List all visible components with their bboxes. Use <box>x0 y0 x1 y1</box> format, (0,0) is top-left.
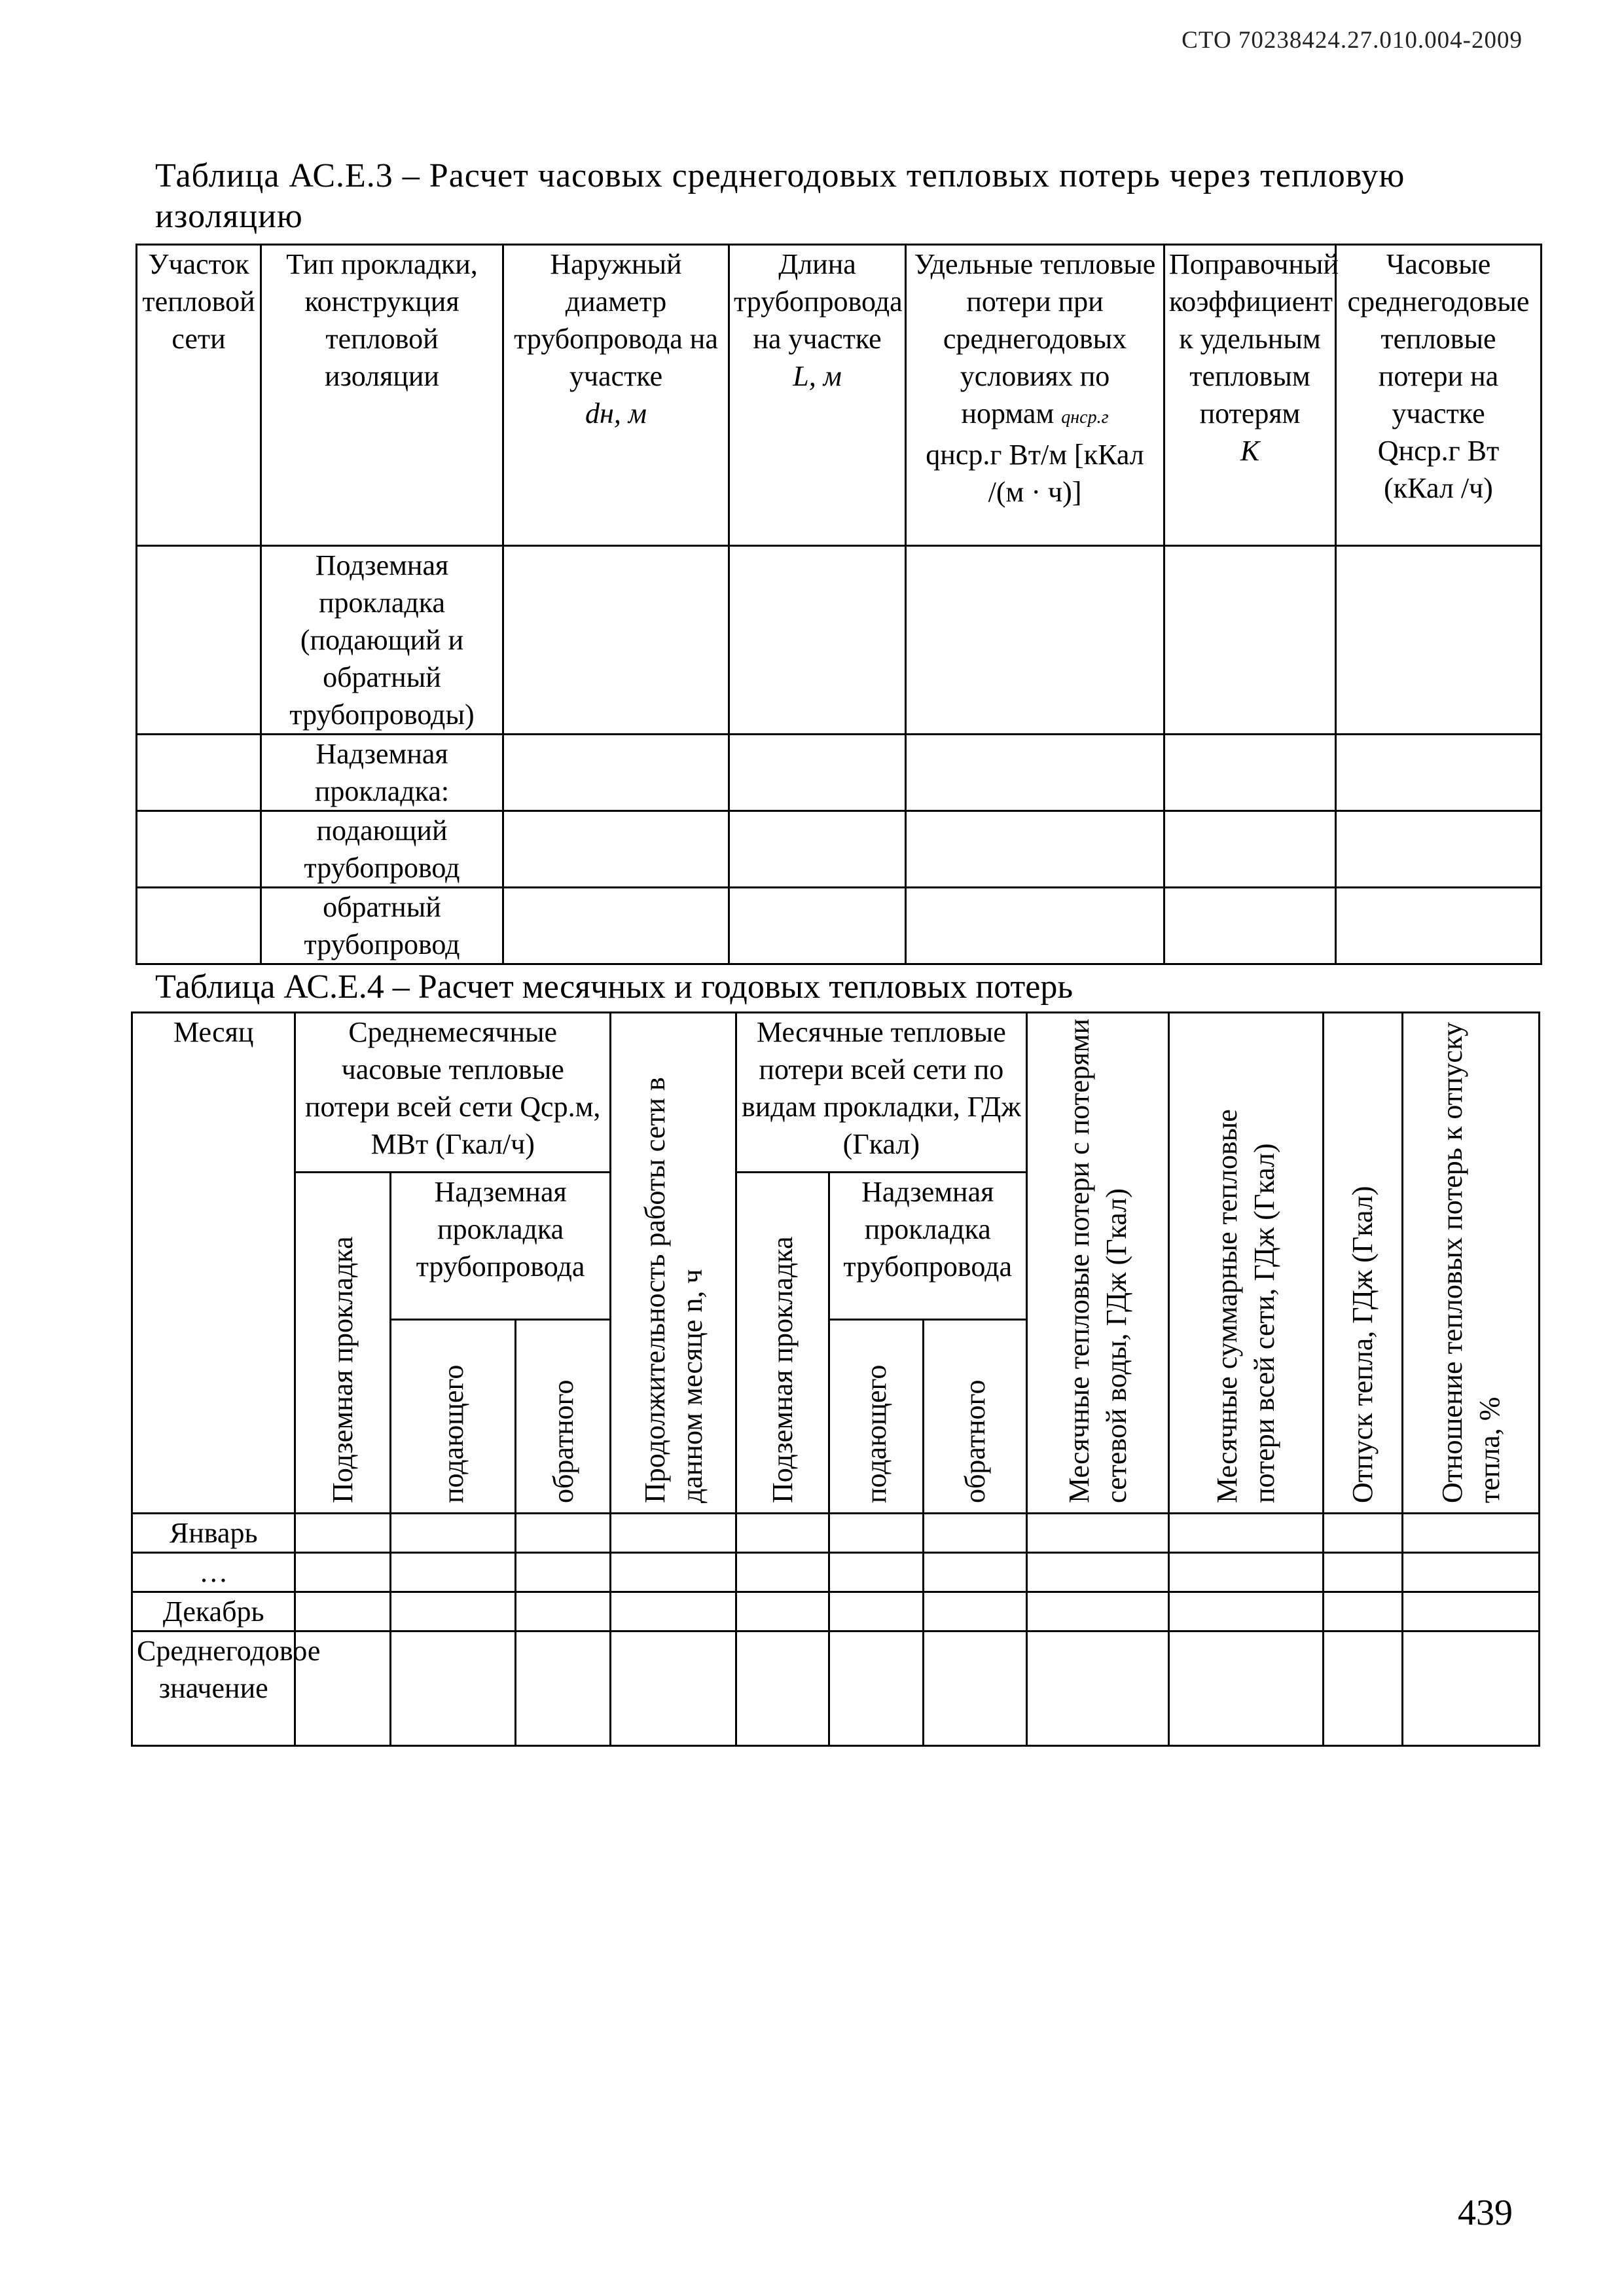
t4-header-supply-2: подающего <box>829 1320 923 1514</box>
page-number: 439 <box>1458 2193 1513 2233</box>
t3-header-diameter: Наружный диаметр трубопровода на участке dн, м <box>503 245 729 546</box>
t4-header-aboveground: Надземная прокладка трубопровода <box>391 1173 611 1320</box>
t3-header-hourly-loss: Часовые среднегодовые тепловые потери на участке Qнср.г Вт (кКал /ч) <box>1336 245 1542 546</box>
t4-header-return: обратного <box>516 1320 611 1514</box>
t3-row-return: обратный трубопровод <box>261 888 503 964</box>
t3-row-aboveground: Надземная прокладка: <box>261 735 503 811</box>
t4-header-ratio: Отношение тепловых потерь к отпуску тепла, % <box>1402 1013 1539 1514</box>
t3-header-specific-loss: Удельные тепловые потери при среднегодовых условиях по нормам qнср.г qнср.г Вт/м [кКал /(м · ч)] <box>906 245 1164 546</box>
t4-header-return-2: обратного <box>923 1320 1026 1514</box>
t4-header-total-loss: Месячные суммарные тепловые потери всей сети, ГДж (Гкал) <box>1168 1013 1323 1514</box>
t4-header-aboveground-2: Надземная прокладка трубопровода <box>829 1173 1026 1320</box>
t4-header-supply: подающего <box>391 1320 516 1514</box>
table-row <box>132 1592 1540 1631</box>
t3-header-correction: Поправочный коэффициент к удельным тепловым потерям К <box>1164 245 1336 546</box>
table-heat-loss-insulation <box>135 244 1542 965</box>
t4-header-duration: Продолжительность работы сети в данном месяце n, ч <box>611 1013 736 1514</box>
t4-header-month: Месяц <box>132 1013 295 1514</box>
t4-row-january: Январь <box>132 1514 295 1553</box>
t4-header-heat-supply: Отпуск тепла, ГДж (Гкал) <box>1324 1013 1403 1514</box>
table-monthly-heat-loss <box>131 1011 1540 1747</box>
table-row <box>137 546 1542 735</box>
t4-header-leak-loss: Месячные тепловые потери с потерями сетевой воды, ГДж (Гкал) <box>1026 1013 1168 1514</box>
t4-header-avg-hourly: Среднемесячные часовые тепловые потери всей сети Qср.м, МВт (Гкал/ч) <box>295 1013 611 1173</box>
t4-row-annual-average: Среднегодовое значение <box>132 1631 295 1746</box>
table4-caption: Таблица АС.Е.4 – Расчет месячных и годовых тепловых потерь <box>155 968 1074 1006</box>
table-row <box>137 811 1542 888</box>
t3-header-length: Длина трубопровода на участке L, м <box>729 245 906 546</box>
table-row <box>132 1553 1540 1592</box>
t3-header-section: Участок тепловой сети <box>137 245 261 546</box>
table-row <box>132 1514 1540 1553</box>
t4-header-underground: Подземная прокладка <box>295 1173 391 1514</box>
table3-caption: Таблица АС.Е.3 – Расчет часовых среднегодовых тепловых потерь через тепловую изоляцию <box>155 157 1405 235</box>
table-row <box>137 888 1542 964</box>
t3-row-supply: подающий трубопровод <box>261 811 503 888</box>
t3-row-underground: Подземная прокладка (подающий и обратный трубопроводы) <box>261 546 503 735</box>
t4-header-monthly-by-type: Месячные тепловые потери всей сети по видам прокладки, ГДж (Гкал) <box>736 1013 1026 1173</box>
table-row <box>132 1631 1540 1746</box>
t4-header-underground-2: Подземная прокладка <box>736 1173 829 1514</box>
table-row <box>137 735 1542 811</box>
t3-header-type: Тип прокладки, конструкция тепловой изоляции <box>261 245 503 546</box>
t4-row-ellipsis: … <box>132 1553 295 1592</box>
t4-row-december: Декабрь <box>132 1592 295 1631</box>
document-code: СТО 70238424.27.010.004-2009 <box>1182 27 1523 54</box>
